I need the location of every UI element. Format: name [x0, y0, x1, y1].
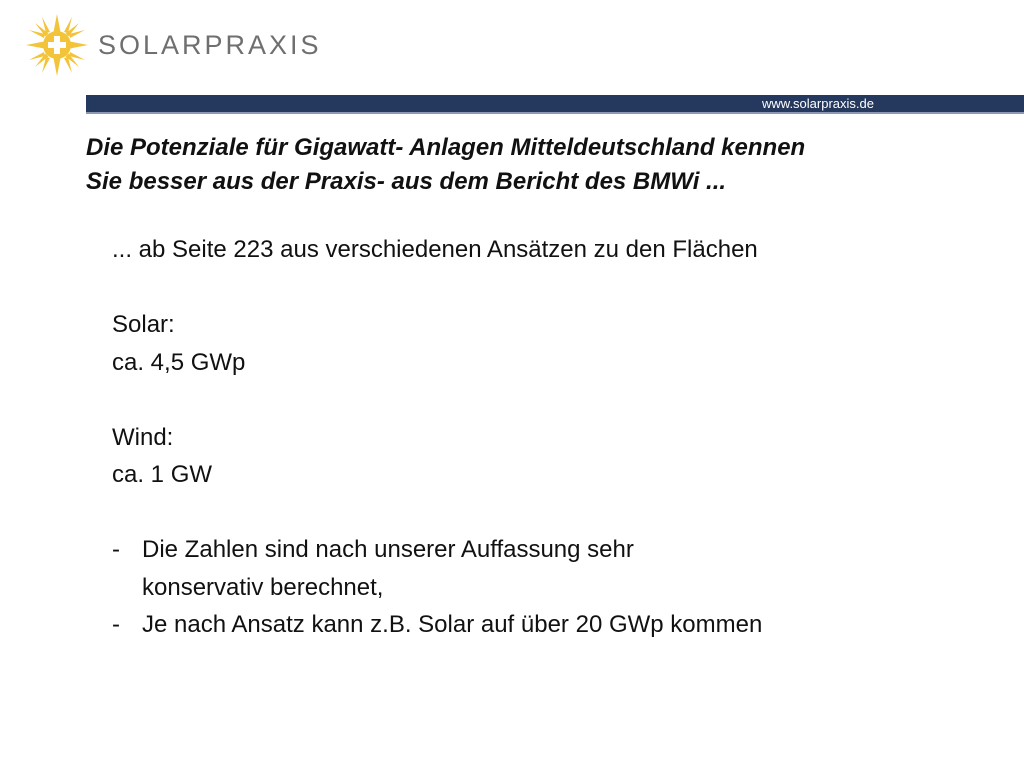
- solar-label: Solar:: [112, 311, 175, 338]
- bullet-item: [112, 606, 992, 644]
- bullet-text: Die Zahlen sind nach unserer Auffassung sehr: [142, 536, 634, 563]
- wind-value: ca. 1 GW: [112, 461, 213, 488]
- bullet-continuation: konservativ berechnet,: [142, 573, 384, 601]
- intro-text: ... ab Seite 223 aus verschiedenen Ansätzen zu den Flächen: [112, 236, 758, 263]
- bullet-text: Je nach Ansatz kann z.B. Solar auf über 20 GWp kommen: [142, 611, 763, 638]
- bullet-item: [112, 531, 992, 569]
- spacer: [112, 381, 992, 419]
- slide-content: [112, 231, 992, 644]
- solarpraxis-logo: [24, 12, 322, 78]
- header-banner: [86, 95, 1024, 114]
- website-url[interactable]: www.solarpraxis.de: [762, 96, 874, 111]
- bullet-dash: -: [112, 611, 120, 638]
- title-line-2: Sie besser aus der Praxis- aus dem Bericht des BMWi ...: [86, 168, 727, 195]
- bullet-dash: -: [112, 536, 120, 563]
- slide-title: [86, 131, 986, 199]
- spacer: [112, 269, 992, 307]
- spacer: [112, 494, 992, 532]
- solar-value: ca. 4,5 GWp: [112, 348, 246, 376]
- sun-cross-icon: [24, 12, 90, 78]
- wind-label: Wind:: [112, 423, 174, 451]
- title-line-1: Die Potenziale für Gigawatt- Anlagen Mitteldeutschland kennen: [86, 134, 806, 161]
- logo-text: SOLARPRAXIS: [98, 29, 322, 60]
